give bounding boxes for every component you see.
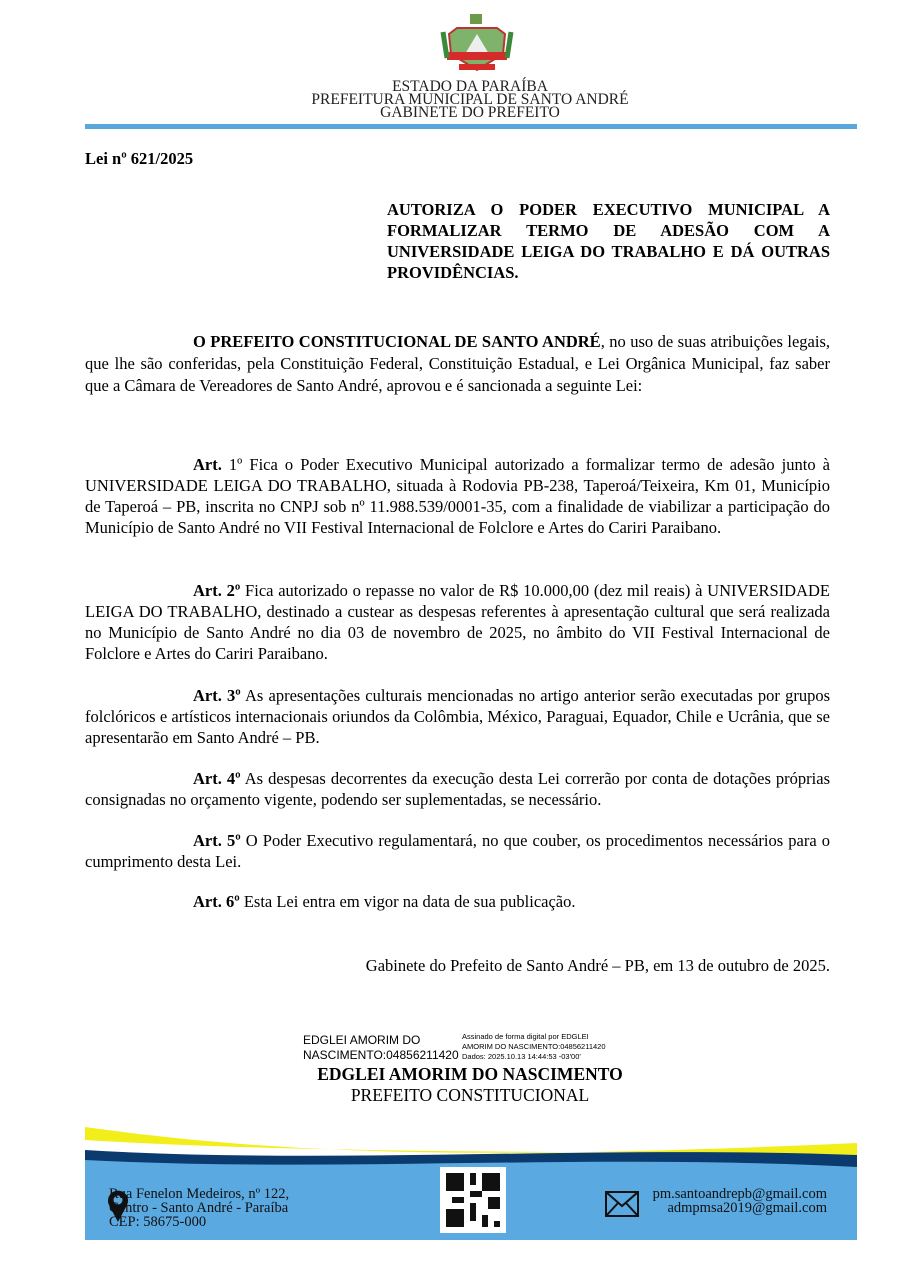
ementa: AUTORIZA O PODER EXECUTIVO MUNICIPAL A FORMALIZAR TERMO DE ADESÃO COM A UNIVERSIDADE LEIGA DO TRABALHO E DÁ OUTRAS PROVIDÊNCIAS. bbox=[387, 200, 830, 282]
article-text: O Poder Executivo regulamentará, no que couber, os procedimentos necessários para o cumprimento desta Lei. bbox=[85, 831, 830, 871]
footer-address bbox=[109, 1187, 289, 1229]
municipal-crest-logo bbox=[437, 8, 517, 80]
preamble-bold: O PREFEITO CONSTITUCIONAL DE SANTO ANDRÉ bbox=[193, 332, 601, 351]
article-text: As despesas decorrentes da execução desta Lei correrão por conta de dotações próprias consignadas no orçamento vigente, podendo ser suplementadas, se necessário. bbox=[85, 769, 831, 809]
address-line: Centro - Santo André - Paraíba bbox=[109, 1200, 289, 1216]
article-text: Fica autorizado o repasse no valor de R$ 10.000,00 (dez mil reais) à UNIVERSIDADE LEIGA DO TRABALHO, destinado a custear as despesas referentes à apresentação cultural que será realizada no Município de Santo André no dia 03 de novembro de 2025, no âmbito do VII Festival Internacional de Folclore e Artes do Cariri Paraibano. bbox=[85, 581, 831, 663]
article-label: Art. 3º bbox=[193, 686, 241, 705]
signer-line-2: NASCIMENTO:04856211420 bbox=[303, 1048, 459, 1062]
article-label: Art. 4º bbox=[193, 769, 241, 788]
header-state: ESTADO DA PARAÍBA bbox=[392, 78, 548, 95]
article-text: Fica o Poder Executivo Municipal autorizado a formalizar termo de adesão junto à UNIVERSIDADE LEIGA DO TRABALHO, situada à Rodovia PB-238, Taperoá/Teixeira, Km 01, Município de Taperoá – PB, inscrita no CNPJ sob nº 11.988.539/0001-35, com a finalidade de viabilizar a participação do Município de Santo André no VII Festival Internacional de Folclore e Artes do Cariri Paraibano. bbox=[85, 455, 830, 537]
digital-line-1: Assinado de forma digital por EDGLEI bbox=[462, 1032, 589, 1041]
article-label: Art. bbox=[193, 455, 222, 474]
header-prefecture: PREFEITURA MUNICIPAL DE SANTO ANDRÉ bbox=[311, 91, 629, 108]
address-line: Rua Fenelon Medeiros, nº 122, bbox=[109, 1186, 290, 1202]
header-cabinet: GABINETE DO PREFEITO bbox=[380, 104, 560, 121]
digital-line-2: AMORIM DO NASCIMENTO:04856211420 bbox=[462, 1042, 606, 1051]
address-line: CEP: 58675-000 bbox=[109, 1214, 207, 1230]
signer-id bbox=[303, 1033, 459, 1063]
article-3 bbox=[85, 685, 830, 748]
article-text: Esta Lei entra em vigor na data de sua publicação. bbox=[239, 892, 576, 911]
footer bbox=[85, 1125, 857, 1240]
law-number: Lei nº 621/2025 bbox=[85, 149, 194, 168]
article-4 bbox=[85, 768, 830, 810]
qr-code bbox=[440, 1167, 506, 1233]
article-5 bbox=[85, 830, 830, 872]
closing-date: Gabinete do Prefeito de Santo André – PB, em 13 de outubro de 2025. bbox=[365, 956, 830, 975]
signer-name: EDGLEI AMORIM DO NASCIMENTO bbox=[317, 1064, 623, 1084]
header-divider bbox=[85, 124, 857, 129]
digital-line-3: Dados: 2025.10.13 14:44:53 -03'00' bbox=[462, 1052, 581, 1061]
article-label: Art. 5º bbox=[193, 831, 241, 850]
email-address: admpmsa2019@gmail.com bbox=[667, 1200, 827, 1216]
signer-line-1: EDGLEI AMORIM DO bbox=[303, 1033, 421, 1047]
article-label: Art. 6º bbox=[193, 892, 240, 911]
article-text: As apresentações culturais mencionadas no artigo anterior serão executadas por grupos folclóricos e artísticos internacionais oriundos da Colômbia, México, Paraguai, Equador, Chile e Ucrânia, que se apresentarão em Santo André – PB. bbox=[85, 686, 830, 747]
footer-emails bbox=[653, 1187, 827, 1215]
email-address: pm.santoandrepb@gmail.com bbox=[652, 1186, 827, 1202]
article-num: 1º bbox=[221, 455, 243, 474]
preamble bbox=[85, 331, 830, 397]
article-label: Art. 2º bbox=[193, 581, 241, 600]
article-1 bbox=[85, 454, 830, 538]
preamble-text: , no uso de suas atribuições legais, que lhe são conferidas, pela Constituição Federal, Constituição Estadual, e Lei Orgânica Municipal, faz saber que a Câmara de Vereadores de Santo André, aprovou e é sancionada a seguinte Lei: bbox=[85, 332, 830, 395]
article-6 bbox=[85, 891, 830, 912]
signer-role: PREFEITO CONSTITUCIONAL bbox=[350, 1085, 590, 1105]
digital-signature-info bbox=[462, 1032, 606, 1062]
envelope-icon bbox=[605, 1191, 639, 1217]
article-2 bbox=[85, 580, 830, 664]
